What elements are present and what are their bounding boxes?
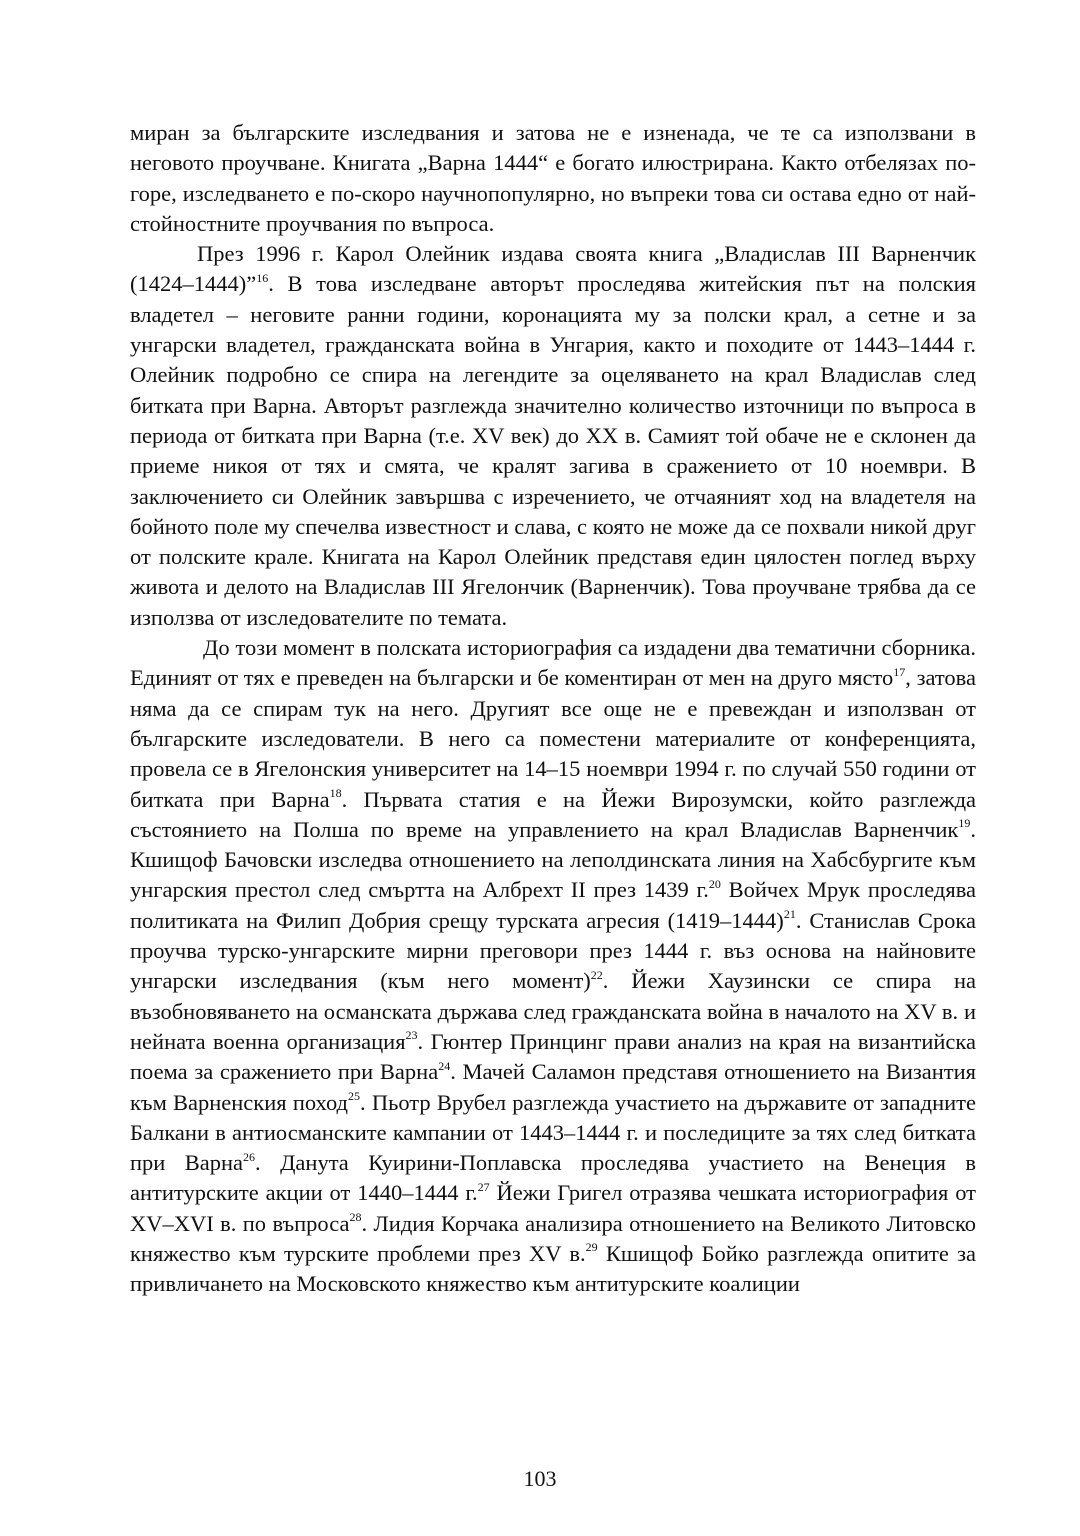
page-number: 103 bbox=[523, 1466, 557, 1491]
text-segment: миран за българските изследвания и затова не е изненада, че те са използвани в неговото проучване. Книгата „Варна 1444“ е богато илюстрирана. Както отбелязах по-горе, изследването е по-скоро научнопопулярно, но въпреки това си остава едно от най-стойностните проучвания по въпроса. bbox=[130, 120, 976, 236]
footnote-marker-26: 26 bbox=[243, 1149, 256, 1164]
text-segment: Йежи Григел отразява чешката историография от XV–XVI в. по въпроса bbox=[130, 1180, 976, 1236]
text-segment: До този момент в полската историография са издадени два тематични сборника. Единият от тях е преведен на български и бе коментиран от мен на друго място bbox=[130, 635, 976, 691]
footnote-marker-24: 24 bbox=[438, 1058, 451, 1073]
text-segment: . В това изследване авторът проследява житейския път на полския владетел – неговите ранни години, коронацията му за полски крал, а сетне и за унгарски владетел, гражданската война в Унгария, както и походите от 1443–1444 г. Олейник подробно се спира на легендите за оцеляването на крал Владислав след битката при Варна. Авторът разглежда значително количество източници по въпроса в периода от битката при Варна (т.е. XV век) до XX в. Самият той обаче не е склонен да приеме никоя от тях и смята, че кралят загива в сражението от 10 ноември. В заключението си Олейник завършва с изречението, че отчаяният ход на владетеля на бойното поле му спечелва известност и слава, с която не може да се похвали никой друг от полските крале. Книгата на Карол Олейник представя един цялостен поглед върху живота и делото на Владислав III Ягелончик (Варненчик). Това проучване трябва да се използва от изследователите по темата. bbox=[130, 271, 976, 630]
text-segment: . Мачей Саламон представя отношението на Византия към Варненския поход bbox=[130, 1059, 977, 1115]
paragraph-1 bbox=[130, 118, 976, 239]
footnote-marker-25: 25 bbox=[348, 1089, 360, 1103]
text-segment: . Станислав Срока проучва турско-унгарските мирни преговори през 1444 г. въз основа на найновите унгарски изследвания (към него момент) bbox=[130, 907, 977, 994]
paragraph-3 bbox=[130, 633, 976, 1300]
text-segment: През 1996 г. Карол Олейник издава своята книга „Владислав III Варненчик (1424–1444)” bbox=[130, 241, 976, 297]
text-segment: . Йежи Хаузински се спира на възобновяването на османската държава след гражданската война в началото на XV в. и нейната военна организация bbox=[130, 968, 976, 1054]
footnote-marker-22: 22 bbox=[590, 967, 603, 982]
footnote-marker-21: 21 bbox=[783, 907, 796, 922]
footnote-marker-20: 20 bbox=[708, 876, 721, 891]
footnote-marker-27: 27 bbox=[477, 1179, 490, 1194]
footnote-marker-29: 29 bbox=[585, 1240, 598, 1255]
footnote-marker-23: 23 bbox=[405, 1028, 418, 1043]
text-segment: . Данута Куирини-Поплавска проследява участието на Венеция в антитурските акции от 1440–1444 г. bbox=[130, 1150, 976, 1206]
footnote-marker-28: 28 bbox=[349, 1210, 362, 1225]
text-segment: , затова няма да се спирам тук на него. Другият все още не е превеждан и използван от българските изследователи. В него са поместени материалите от конференцията, провела се в Ягелонския университет на 14–15 ноември 1994 г. по случай 550 години от битката при Варна bbox=[130, 665, 976, 812]
text-segment: . Първата статия е на Йежи Вирозумски, който разглежда състоянието на Полша по време на управлението на крал Владислав Варненчик bbox=[130, 786, 977, 842]
paragraph-2 bbox=[130, 239, 976, 633]
text-segment: Кшищоф Бойко разглежда опитите за привличането на Московското княжество към антитурските коалиции bbox=[130, 1240, 976, 1297]
footnote-marker-18: 18 bbox=[329, 786, 342, 801]
text-segment: Войчех Мрук проследява политиката на Филип Добрия срещу турската агресия (1419–1444) bbox=[130, 877, 977, 933]
footnote-marker-16: 16 bbox=[256, 270, 269, 285]
text-segment: . Гюнтер Принцинг прави анализ на края на византийска поема за сражението при Варна bbox=[130, 1028, 976, 1085]
text-segment: . Кшищоф Бачовски изследва отношението на леполдинската линия на Хабсбургите към унгарския престол след смъртта на Албрехт II през 1439 г. bbox=[130, 816, 976, 903]
footnote-marker-19: 19 bbox=[958, 816, 971, 831]
footnote-marker-17: 17 bbox=[893, 664, 906, 679]
text-segment: . Пьотр Врубел разглежда участието на държавите от западните Балкани в антиосманските кампании от 1443–1444 г. и последиците за тях след битката при Варна bbox=[130, 1089, 976, 1176]
text-segment: . Лидия Корчака анализира отношението на Великото Литовско княжество към турските проблеми през XV в. bbox=[130, 1210, 976, 1266]
body-text bbox=[130, 118, 976, 1300]
